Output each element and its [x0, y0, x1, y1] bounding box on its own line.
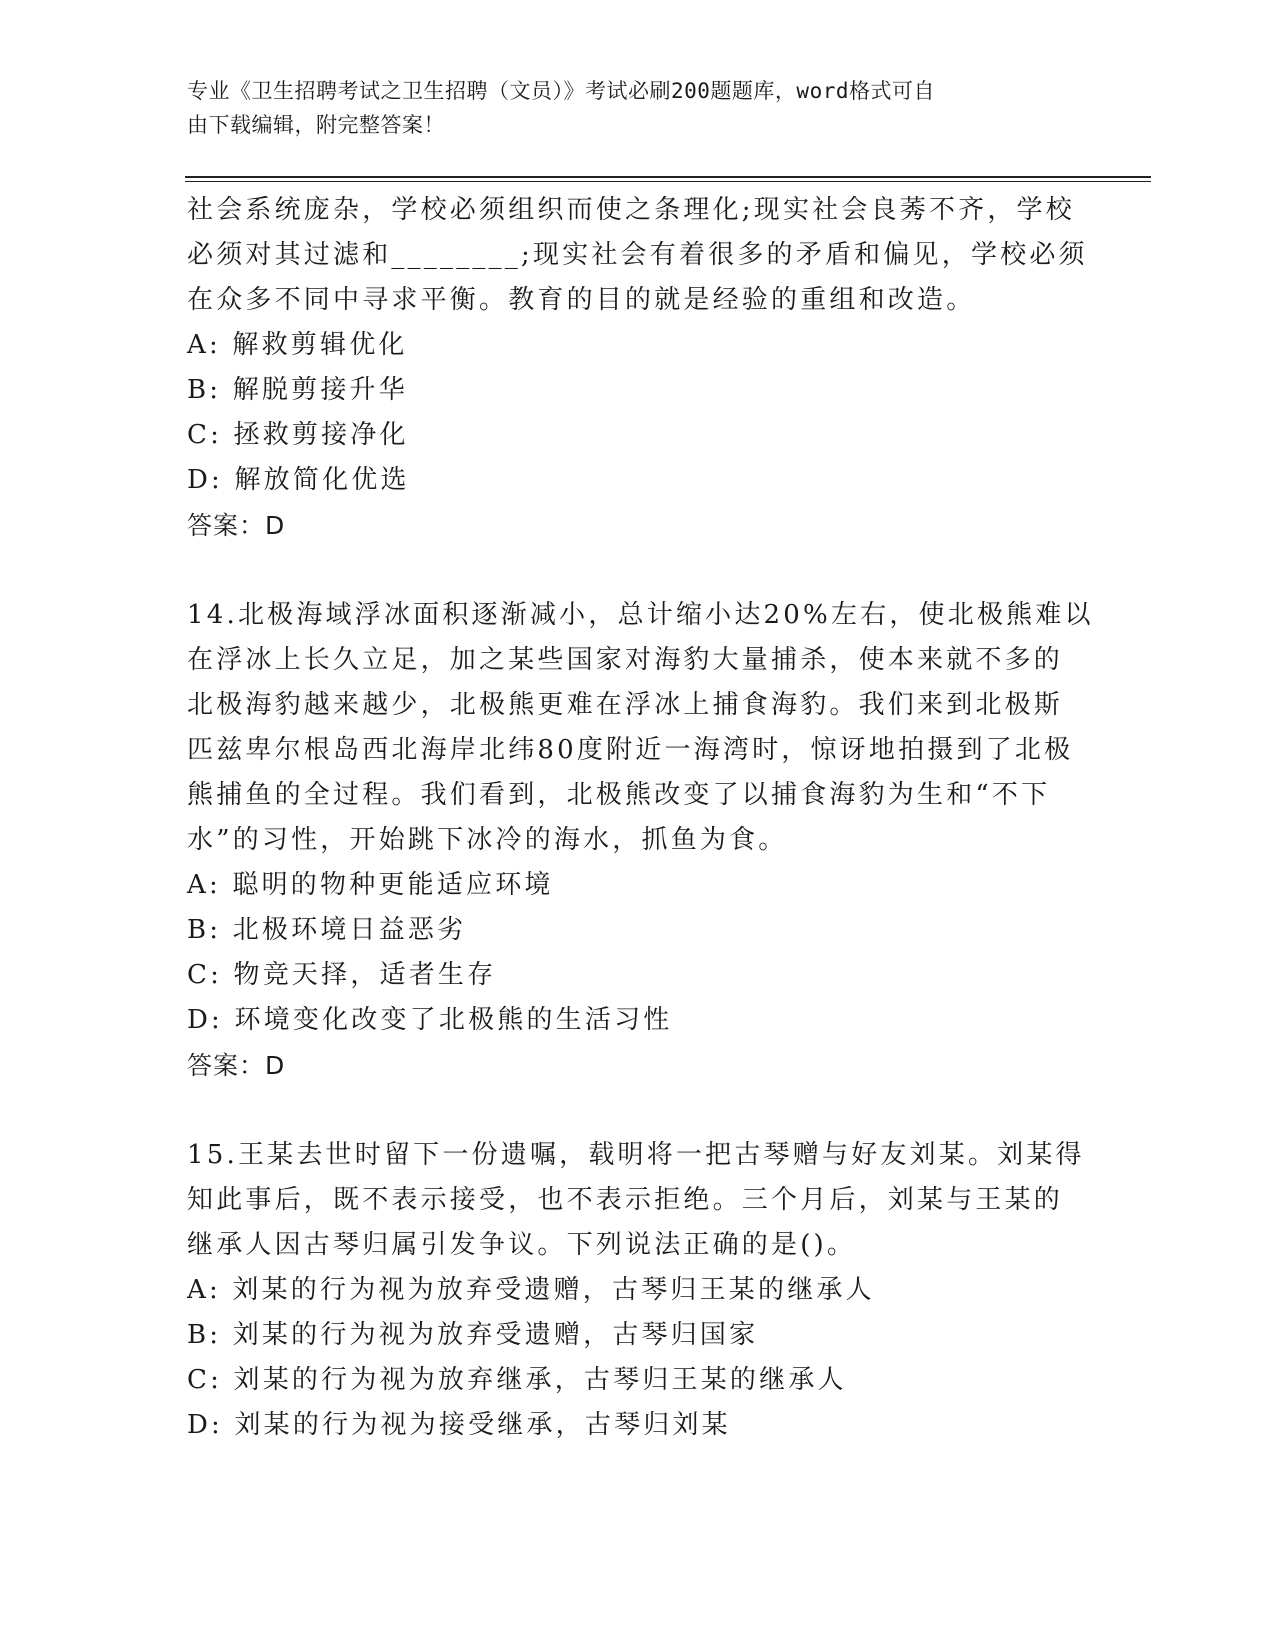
question-14: [187, 593, 1094, 1088]
question-13-option-d: D: 解放简化优选: [187, 465, 410, 495]
question-14-line: 熊捕鱼的全过程。我们看到，北极熊改变了以捕食海豹为生和“不下: [187, 780, 1051, 810]
question-13-line: 必须对其过滤和________;现实社会有着很多的矛盾和偏见，学校必须: [187, 240, 1088, 270]
spacer: [187, 1088, 1087, 1133]
question-15-line: 15.王某去世时留下一份遗嘱，载明将一把古琴赠与好友刘某。刘某得: [187, 1140, 1085, 1170]
header-line-1: 专业《卫生招聘考试之卫生招聘（文员）》考试必刷200题题库，word格式可自: [187, 79, 935, 103]
question-15-option-c: C: 刘某的行为视为放弃继承，古琴归王某的继承人: [187, 1365, 847, 1395]
question-14-line: 北极海豹越来越少，北极熊更难在浮冰上捕食海豹。我们来到北极斯: [187, 690, 1064, 720]
spacer: [187, 548, 1087, 593]
question-14-line: 在浮冰上长久立足，加之某些国家对海豹大量捕杀，使本来就不多的: [187, 645, 1064, 675]
header-rule-thick: [185, 176, 1151, 178]
document-header: [187, 74, 1067, 142]
question-14-option-b: B: 北极环境日益恶劣: [187, 915, 467, 945]
question-13-answer: 答案：D: [187, 511, 286, 540]
question-13: [187, 188, 1087, 548]
question-14-line: 匹兹卑尔根岛西北海岸北纬80度附近一海湾时，惊讶地拍摄到了北极: [187, 735, 1074, 765]
question-13-option-b: B: 解脱剪接升华: [187, 375, 408, 405]
question-15-option-b: B: 刘某的行为视为放弃受遗赠，古琴归国家: [187, 1320, 759, 1350]
question-15-line: 知此事后，既不表示接受，也不表示拒绝。三个月后，刘某与王某的: [187, 1185, 1064, 1215]
header-rule-thin: [185, 181, 1151, 182]
question-14-line: 14.北极海域浮冰面积逐渐减小，总计缩小达20%左右，使北极熊难以: [187, 600, 1094, 630]
question-13-line: 社会系统庞杂，学校必须组织而使之条理化;现实社会良莠不齐，学校: [187, 195, 1075, 225]
question-15-line: 继承人因古琴归属引发争议。下列说法正确的是()。: [187, 1230, 857, 1260]
question-15-option-d: D: 刘某的行为视为接受继承，古琴归刘某: [187, 1410, 731, 1440]
question-15-option-a: A: 刘某的行为视为放弃受遗赠，古琴归王某的继承人: [187, 1275, 875, 1305]
question-14-answer: 答案：D: [187, 1051, 286, 1080]
question-13-line: 在众多不同中寻求平衡。教育的目的就是经验的重组和改造。: [187, 285, 976, 315]
question-14-option-d: D: 环境变化改变了北极熊的生活习性: [187, 1005, 673, 1035]
question-13-option-c: C: 拯救剪接净化: [187, 420, 409, 450]
question-14-option-c: C: 物竞天择，适者生存: [187, 960, 497, 990]
question-14-line: 水”的习性，开始跳下冰冷的海水，抓鱼为食。: [187, 825, 788, 855]
question-15: [187, 1133, 1087, 1448]
header-line-2: 由下载编辑，附完整答案！: [187, 113, 445, 137]
question-content: [187, 188, 1094, 1448]
question-13-option-a: A: 解救剪辑优化: [187, 330, 408, 360]
question-14-option-a: A: 聪明的物种更能适应环境: [187, 870, 554, 900]
